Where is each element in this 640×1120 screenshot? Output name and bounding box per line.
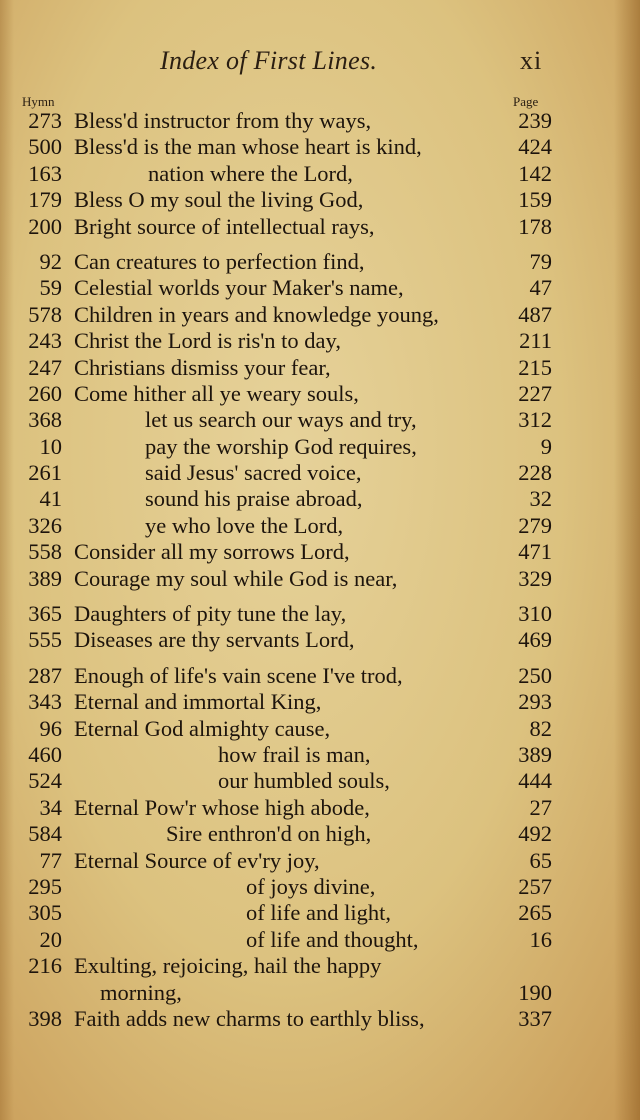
index-entry bbox=[0, 407, 640, 433]
first-line: Bless O my soul the living God, bbox=[74, 187, 364, 213]
page-ref: 239 bbox=[518, 108, 552, 133]
page-ref: 16 bbox=[529, 926, 552, 952]
page-ref: 82 bbox=[529, 715, 552, 741]
index-entry bbox=[0, 689, 640, 715]
hymn-number: 34 bbox=[39, 794, 62, 820]
first-line: Can creatures to perfection find, bbox=[74, 248, 365, 274]
index-entry bbox=[0, 848, 640, 874]
index-entry bbox=[0, 768, 640, 794]
first-line: our humbled souls, bbox=[218, 768, 390, 794]
hymn-number: 558 bbox=[28, 539, 62, 565]
hymn-number: 77 bbox=[39, 847, 62, 873]
index-entry bbox=[0, 302, 640, 328]
page-ref: 469 bbox=[518, 627, 552, 653]
first-line: Enough of life's vain scene I've trod, bbox=[74, 662, 403, 688]
hymn-number: 389 bbox=[28, 565, 62, 591]
first-line: of joys divine, bbox=[246, 873, 376, 899]
first-line: said Jesus' sacred voice, bbox=[145, 460, 362, 486]
index-entry bbox=[0, 275, 640, 301]
hymn-number: 10 bbox=[39, 433, 62, 459]
first-line: Daughters of pity tune the lay, bbox=[74, 601, 347, 627]
page-ref: 27 bbox=[529, 794, 552, 820]
index-entry bbox=[0, 108, 640, 134]
hymn-number: 96 bbox=[39, 715, 62, 741]
page-ref: 250 bbox=[518, 662, 552, 688]
hymn-number: 20 bbox=[39, 926, 62, 952]
page-ref: 178 bbox=[518, 213, 552, 239]
page-ref: 424 bbox=[518, 134, 552, 160]
index-entry bbox=[0, 627, 640, 653]
index-entry bbox=[0, 980, 640, 1006]
index-entry bbox=[0, 355, 640, 381]
index-entry bbox=[0, 460, 640, 486]
hymn-number: 578 bbox=[28, 301, 62, 327]
index-entry bbox=[0, 874, 640, 900]
index-entry bbox=[0, 742, 640, 768]
hymn-number: 260 bbox=[28, 380, 62, 406]
page-title: Index of First Lines. bbox=[160, 46, 378, 75]
page-ref: 337 bbox=[518, 1005, 552, 1031]
index-entry bbox=[0, 434, 640, 460]
index-entry bbox=[0, 795, 640, 821]
index-entry bbox=[0, 249, 640, 275]
first-line: Courage my soul while God is near, bbox=[74, 565, 398, 591]
page-ref: 190 bbox=[518, 979, 552, 1005]
page-number: xi bbox=[520, 46, 543, 75]
hymn-number: 41 bbox=[39, 486, 62, 512]
page-ref: 9 bbox=[540, 433, 552, 459]
first-line: Sire enthron'd on high, bbox=[166, 821, 372, 847]
index-entry bbox=[0, 134, 640, 160]
hymn-number: 179 bbox=[28, 187, 62, 213]
page-ref: 32 bbox=[529, 486, 552, 512]
hymn-number: 368 bbox=[28, 407, 62, 433]
hymn-number: 524 bbox=[28, 768, 62, 794]
first-line: Bless'd is the man whose heart is kind, bbox=[74, 134, 422, 160]
index-entry bbox=[0, 513, 640, 539]
first-line: of life and thought, bbox=[246, 926, 419, 952]
page-ref: 228 bbox=[518, 460, 552, 486]
hymn-number: 92 bbox=[39, 248, 62, 274]
index-entry bbox=[0, 328, 640, 354]
first-line: Exulting, rejoicing, hail the happy bbox=[74, 953, 382, 979]
first-line: Eternal and immortal King, bbox=[74, 689, 322, 715]
first-line: ye who love the Lord, bbox=[145, 512, 344, 538]
index-entry bbox=[0, 601, 640, 627]
first-line: Eternal God almighty cause, bbox=[74, 715, 331, 741]
page-ref: 444 bbox=[518, 768, 552, 794]
page-ref: 492 bbox=[518, 821, 552, 847]
page-ref: 79 bbox=[529, 248, 552, 274]
first-line: of life and light, bbox=[246, 900, 391, 926]
hymn-number: 326 bbox=[28, 512, 62, 538]
index-entry bbox=[0, 539, 640, 565]
hymn-number: 555 bbox=[28, 627, 62, 653]
first-line: morning, bbox=[100, 979, 182, 1005]
hymn-number: 305 bbox=[28, 900, 62, 926]
hymn-number: 460 bbox=[28, 741, 62, 767]
index-entries bbox=[0, 108, 640, 1032]
page-ref: 211 bbox=[519, 328, 552, 354]
index-entry bbox=[0, 900, 640, 926]
page-ref: 142 bbox=[518, 160, 552, 186]
hymn-number: 59 bbox=[39, 275, 62, 301]
index-entry bbox=[0, 1006, 640, 1032]
index-entry bbox=[0, 187, 640, 213]
index-entry bbox=[0, 486, 640, 512]
hymn-number: 500 bbox=[28, 134, 62, 160]
page-ref: 65 bbox=[529, 847, 552, 873]
hymn-number: 216 bbox=[28, 953, 62, 979]
first-line: Eternal Pow'r whose high abode, bbox=[74, 794, 370, 820]
first-line: Christians dismiss your fear, bbox=[74, 354, 331, 380]
hymn-number: 273 bbox=[28, 108, 62, 133]
page-ref: 471 bbox=[518, 539, 552, 565]
hymn-column-label: Hymn bbox=[22, 94, 55, 109]
first-line: Children in years and knowledge young, bbox=[74, 301, 439, 327]
index-entry bbox=[0, 214, 640, 240]
first-line: pay the worship God requires, bbox=[145, 433, 417, 459]
page-ref: 389 bbox=[518, 741, 552, 767]
page-ref: 47 bbox=[529, 275, 552, 301]
hymn-number: 243 bbox=[28, 328, 62, 354]
hymn-number: 200 bbox=[28, 213, 62, 239]
page-ref: 159 bbox=[518, 187, 552, 213]
index-entry bbox=[0, 927, 640, 953]
page-ref: 310 bbox=[518, 601, 552, 627]
page-ref: 215 bbox=[518, 354, 552, 380]
page-ref: 279 bbox=[518, 512, 552, 538]
first-line: Diseases are thy servants Lord, bbox=[74, 627, 355, 653]
hymn-number: 247 bbox=[28, 354, 62, 380]
hymn-number: 287 bbox=[28, 662, 62, 688]
index-entry bbox=[0, 381, 640, 407]
hymn-number: 398 bbox=[28, 1005, 62, 1031]
page-ref: 329 bbox=[518, 565, 552, 591]
first-line: Consider all my sorrows Lord, bbox=[74, 539, 350, 565]
hymn-number: 584 bbox=[28, 821, 62, 847]
hymn-number: 365 bbox=[28, 601, 62, 627]
page-ref: 227 bbox=[518, 380, 552, 406]
index-entry bbox=[0, 716, 640, 742]
first-line: nation where the Lord, bbox=[148, 160, 353, 186]
page-ref: 257 bbox=[518, 873, 552, 899]
first-line: Eternal Source of ev'ry joy, bbox=[74, 847, 320, 873]
first-line: how frail is man, bbox=[218, 741, 371, 767]
hymn-number: 261 bbox=[28, 460, 62, 486]
index-entry bbox=[0, 821, 640, 847]
page-ref: 265 bbox=[518, 900, 552, 926]
page-column-label: Page bbox=[513, 94, 539, 109]
first-line: Come hither all ye weary souls, bbox=[74, 380, 359, 406]
first-line: Faith adds new charms to earthly bliss, bbox=[74, 1005, 425, 1031]
first-line: Bless'd instructor from thy ways, bbox=[74, 108, 372, 133]
first-line: Celestial worlds your Maker's name, bbox=[74, 275, 404, 301]
first-line: let us search our ways and try, bbox=[145, 407, 417, 433]
hymn-number: 295 bbox=[28, 873, 62, 899]
index-entry bbox=[0, 161, 640, 187]
page-ref: 312 bbox=[518, 407, 552, 433]
hymn-number: 343 bbox=[28, 689, 62, 715]
hymn-number: 163 bbox=[28, 160, 62, 186]
index-entry bbox=[0, 566, 640, 592]
page-ref: 293 bbox=[518, 689, 552, 715]
first-line: sound his praise abroad, bbox=[145, 486, 363, 512]
first-line: Christ the Lord is ris'n to day, bbox=[74, 328, 341, 354]
page-ref: 487 bbox=[518, 301, 552, 327]
index-entry bbox=[0, 663, 640, 689]
first-line: Bright source of intellectual rays, bbox=[74, 213, 375, 239]
index-entry bbox=[0, 953, 640, 979]
